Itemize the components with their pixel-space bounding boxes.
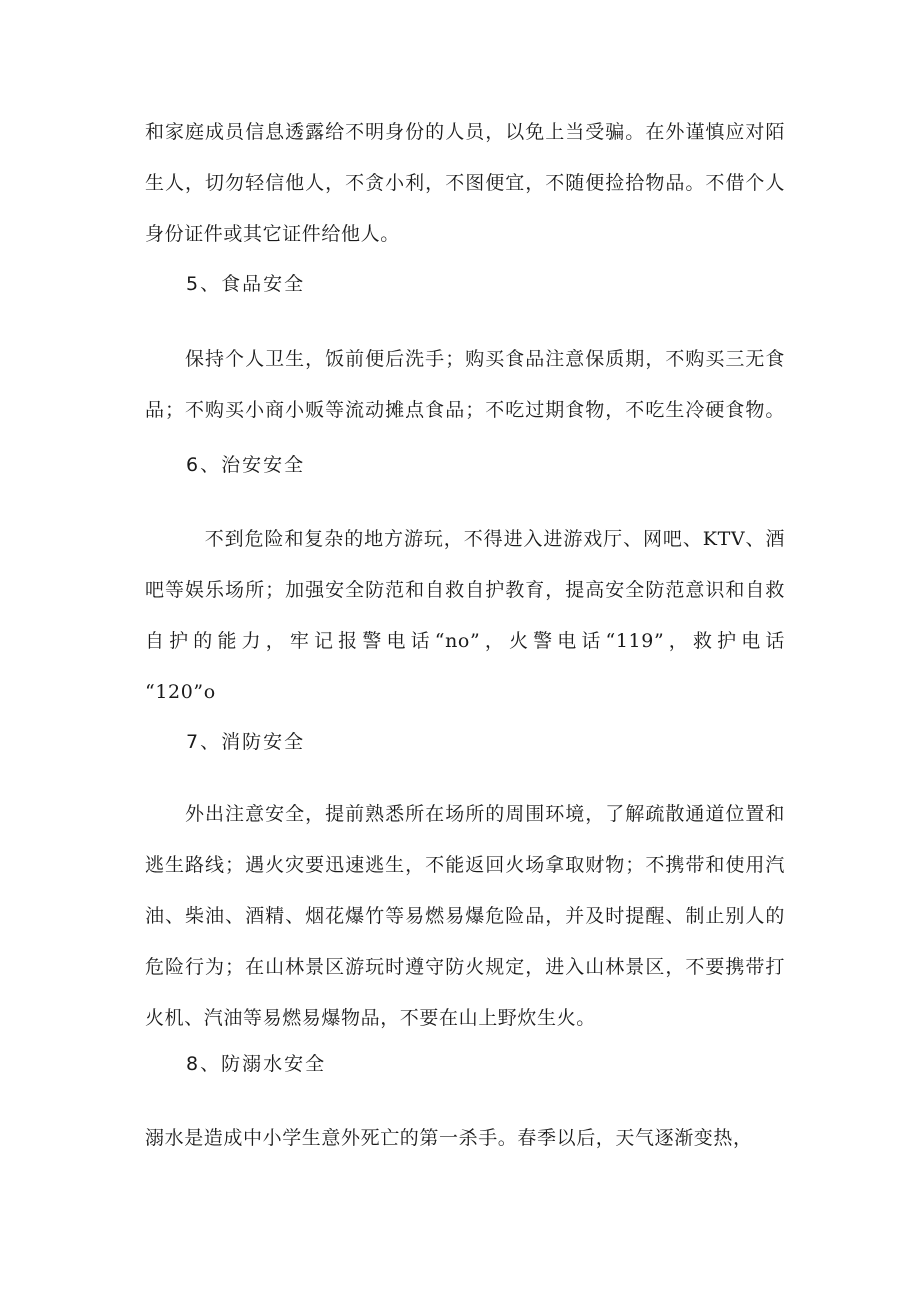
text-line: 火机、汽油等易燃易爆物品，不要在山上野炊生火。 <box>145 1007 596 1029</box>
text-line: 外出注意安全，提前熟悉所在场所的周围环境，了解疏散通道位置和 <box>145 803 785 825</box>
text-line: 油、柴油、酒精、烟花爆竹等易燃易爆危险品，并及时提醒、制止别人的 <box>145 905 785 927</box>
paragraph <box>145 514 785 718</box>
text-line: 保持个人卫生，饭前便后洗手；购买食品注意保质期，不购买三无食 <box>145 348 785 370</box>
text-line: 自护的能力，牢记报警电话“no”，火警电话“119”，救护电话 <box>145 630 785 652</box>
text-line: 溺水是造成中小学生意外死亡的第一杀手。春季以后，天气逐渐变热， <box>145 1127 753 1149</box>
text-line: 不到危险和复杂的地方游玩，不得进入进游戏厅、网吧、KTV、酒 <box>145 528 785 550</box>
paragraph <box>145 1113 785 1164</box>
text-line: 危险行为；在山林景区游玩时遵守防火规定，进入山林景区，不要携带打 <box>145 956 785 978</box>
text-line: 和家庭成员信息透露给不明身份的人员，以免上当受骗。在外谨慎应对陌 <box>145 121 785 143</box>
text-line: 品；不购买小商小贩等流动摊点食品；不吃过期食物，不吃生冷硬食物。 <box>145 399 785 421</box>
text-line: “120”o <box>145 681 216 703</box>
text-line: 吧等娱乐场所；加强安全防范和自救自护教育，提高安全防范意识和自救 <box>145 579 785 601</box>
section-heading-public-security: 6、治安安全 <box>186 454 306 476</box>
paragraph <box>145 789 785 1044</box>
text-line: 生人，切勿轻信他人，不贪小利，不图便宜，不随便捡拾物品。不借个人 <box>145 172 785 194</box>
paragraph <box>145 107 785 260</box>
text-line: 逃生路线；遇火灾要迅速逃生，不能返回火场拿取财物；不携带和使用汽 <box>145 854 785 876</box>
section-heading-food-safety: 5、食品安全 <box>186 273 306 295</box>
text-line: 身份证件或其它证件给他人。 <box>145 223 400 245</box>
paragraph <box>145 334 785 436</box>
section-heading-drowning-prevention: 8、防溺水安全 <box>186 1053 327 1075</box>
section-heading-fire-safety: 7、消防安全 <box>186 731 306 753</box>
